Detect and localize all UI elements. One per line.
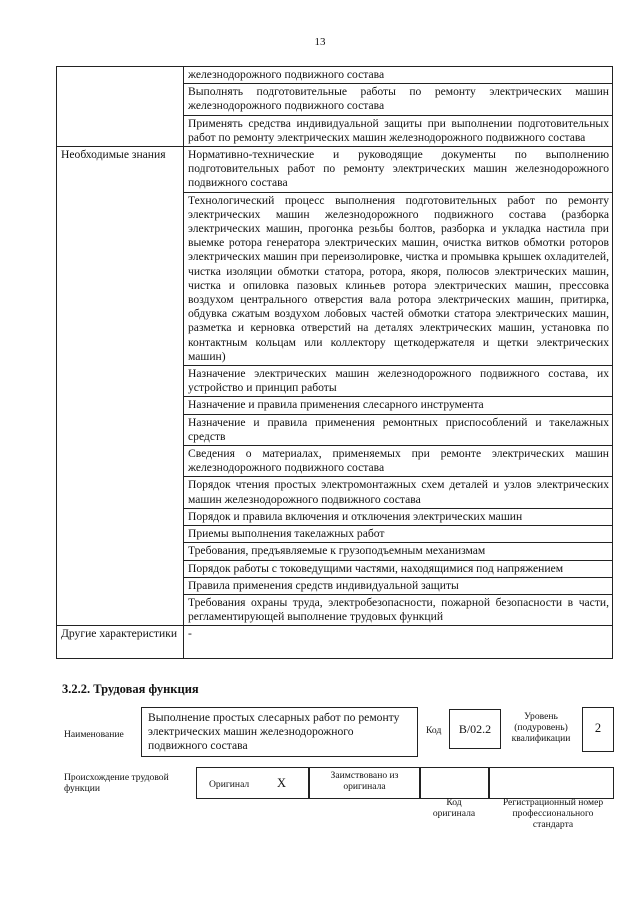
dash-value: - (188, 627, 192, 641)
table-cell: Требования, предъявляемые к грузоподъемным механизмам (184, 543, 613, 560)
table-cell: Сведения о материалах, применяемых при ремонте электрических машин железнодорожного подвижного состава (184, 446, 613, 477)
table-cell: Требования охраны труда, электробезопасности, пожарной безопасности в части, регламентирующей выполнение трудовых функций (184, 594, 613, 625)
level-label: Уровень (подуровень) квалификации (511, 711, 571, 744)
table-cell: Назначение и правила применения ремонтных приспособлений и такелажных средств (184, 414, 613, 445)
page-number: 13 (314, 36, 326, 48)
table-cell: Нормативно-технические и руководящие документы по выполнению подготовительных работ по ремонту электрических машин железнодорожного подвижного состава (184, 147, 613, 193)
code-label: Код (426, 725, 442, 736)
table-cell: Назначение и правила применения слесарного инструмента (184, 397, 613, 414)
table-cell: Назначение электрических машин железнодорожного подвижного состава, их устройство и принцип работы (184, 366, 613, 397)
table-cell: Порядок и правила включения и отключения электрических машин (184, 508, 613, 525)
table-cell (184, 626, 613, 659)
origin-label: Происхождение трудовой функции (64, 772, 169, 794)
reg-number-box (488, 767, 614, 799)
reg-number-label: Регистрационный номер профессионального стандарта (502, 797, 604, 830)
borrowed-box (308, 767, 421, 799)
table-cell: Технологический процесс выполнения подготовительных работ по ремонту электрических машин железнодорожного подвижного состава (разборка электрических машин, прогонка резьбы болтов, разборка и укладка настила при выемке ротора генератора электрических машин, очистка витков обмотки роторов электрических машин при переизолировке, чистка и промывка крышек охладителей, чистка изоляции обмотки статора, ротора, якоря, полюсов электрических машин, чистка и опиловка пазовых клиньев ротора электрических машин, прессовка воздухом центрального отверстия вала ротора электрических машин, притирка, обдувка сжатым воздухом лобовых частей обмотки статора электрических машин, разметка и керновка отверстий на деталях электрических машин, установка по контактным кольцам или коллектору щеткодержателя и щетки электрических машин) (184, 192, 613, 365)
code-original-label: Код оригинала (432, 797, 476, 819)
table-cell: железнодорожного подвижного состава (184, 67, 613, 84)
row-label (57, 67, 184, 147)
code-value-box (449, 709, 501, 749)
table-cell: Применять средства индивидуальной защиты при выполнении подготовительных работ по ремонту электрических машин железнодорожного подвижного состава (184, 115, 613, 146)
table-cell: Порядок чтения простых электромонтажных схем деталей и узлов электрических машин железнодорожного подвижного состава (184, 477, 613, 508)
code-value: B/02.2 (458, 722, 492, 736)
table-row (57, 67, 613, 84)
original-mark: X (277, 776, 287, 790)
table-cell: Приемы выполнения такелажных работ (184, 526, 613, 543)
table-cell: Правила применения средств индивидуальной защиты (184, 577, 613, 594)
table-row (57, 147, 613, 193)
original-box (196, 767, 310, 799)
original-label: Оригинал (209, 779, 250, 790)
table-row (57, 626, 613, 659)
table-cell: Выполнять подготовительные работы по ремонту электрических машин железнодорожного подвижного состава (184, 84, 613, 115)
section-title: 3.2.2. Трудовая функция (62, 682, 199, 696)
borrowed-label: Заимствовано из оригинала (330, 770, 399, 792)
name-value: Выполнение простых слесарных работ по ремонту электрических машин железнодорожного подвижного состава (148, 711, 400, 752)
name-label: Наименование (64, 729, 124, 740)
knowledge-skills-table (56, 66, 613, 659)
name-value-box (141, 707, 418, 757)
code-original-box (419, 767, 490, 799)
row-label-knowledge: Необходимые знания (57, 147, 184, 626)
table-cell: Порядок работы с токоведущими частями, находящимися под напряжением (184, 560, 613, 577)
level-value-box (582, 707, 614, 752)
level-value: 2 (594, 721, 602, 735)
row-label-other: Другие характеристики (57, 626, 184, 659)
